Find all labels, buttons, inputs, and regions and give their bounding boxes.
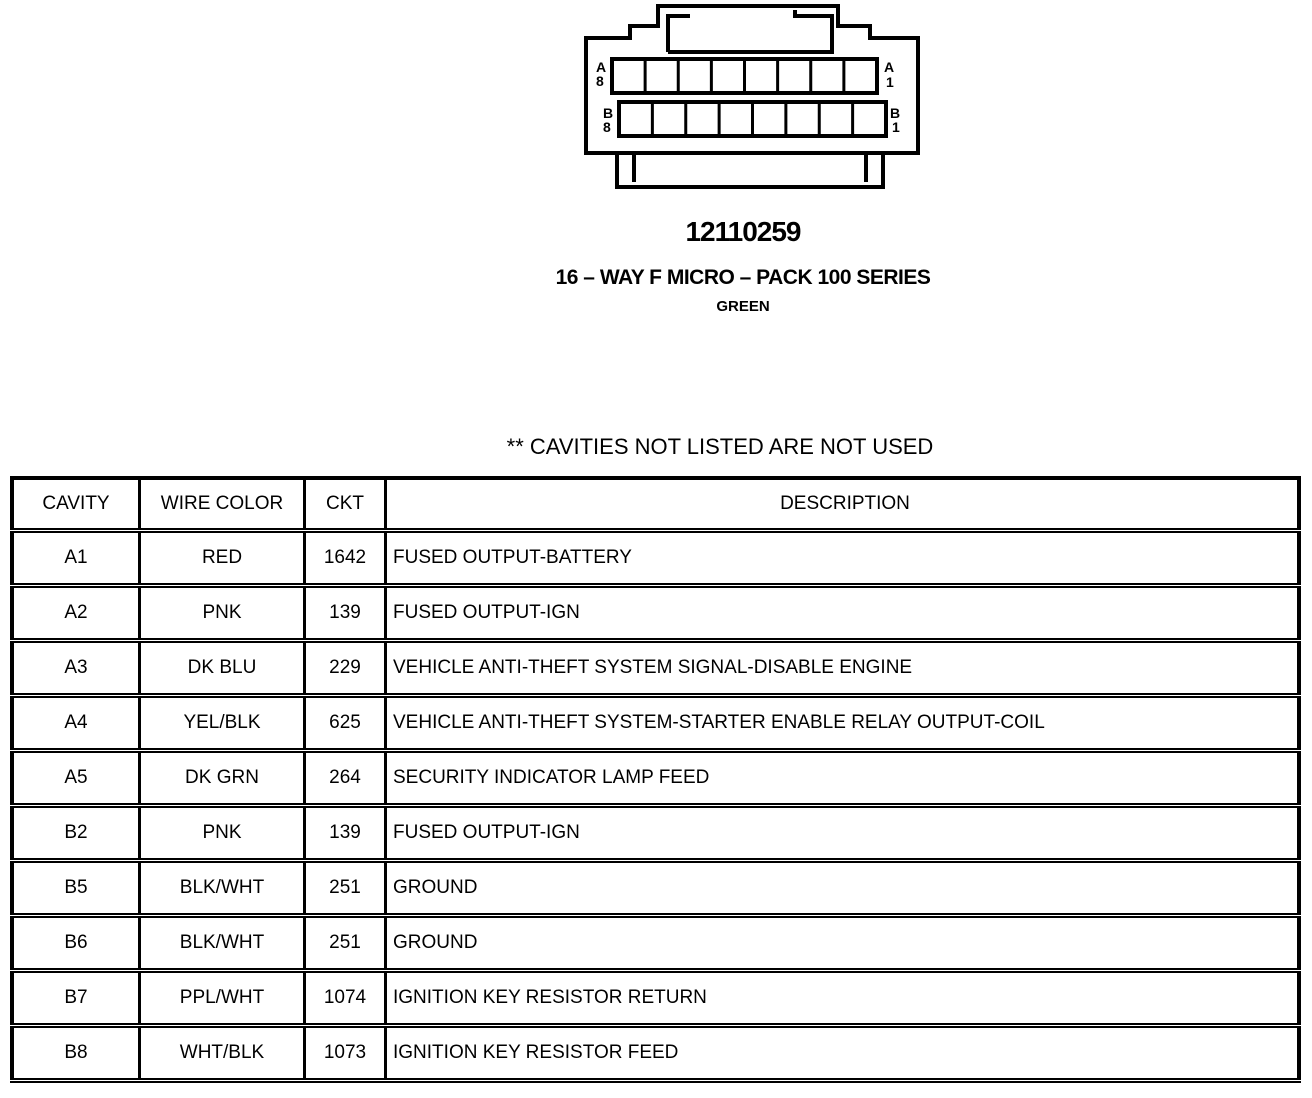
ckt-cell: 1073: [305, 1026, 386, 1081]
cavity-cell: A4: [12, 696, 140, 751]
description-cell: FUSED OUTPUT-BATTERY: [386, 531, 1300, 586]
part-number: 12110259: [685, 216, 801, 247]
description-cell: IGNITION KEY RESISTOR FEED: [386, 1026, 1300, 1081]
connector-color: GREEN: [716, 298, 770, 315]
cavity-cell: B8: [12, 1026, 140, 1081]
wire-color-cell: DK GRN: [140, 751, 305, 806]
table-row: [12, 861, 1299, 916]
cavity-cell: B5: [12, 861, 140, 916]
row-b-right-letter: B: [890, 105, 901, 121]
wire-color-cell: PPL/WHT: [140, 971, 305, 1026]
cavity-cell: B7: [12, 971, 140, 1026]
header-wire-color: WIRE COLOR: [140, 478, 305, 531]
wire-color-cell: PNK: [140, 586, 305, 641]
ckt-cell: 251: [305, 916, 386, 971]
row-a-right-letter: A: [884, 59, 895, 75]
description-cell: FUSED OUTPUT-IGN: [386, 806, 1300, 861]
row-b-left-number: 8: [603, 119, 611, 135]
wire-color-cell: PNK: [140, 806, 305, 861]
row-b-left-letter: B: [603, 105, 614, 121]
cavity-cell: A5: [12, 751, 140, 806]
row-a-left-letter: A: [596, 59, 607, 75]
description-cell: GROUND: [386, 916, 1300, 971]
cavities-note: ** CAVITIES NOT LISTED ARE NOT USED: [506, 434, 934, 459]
connector-legs: [617, 153, 883, 187]
table-row: [12, 531, 1299, 586]
row-a-right-number: 1: [886, 74, 894, 90]
wire-color-cell: WHT/BLK: [140, 1026, 305, 1081]
cavity-cell: B6: [12, 916, 140, 971]
row-a-left-number: 8: [596, 73, 604, 89]
table-header-row: [12, 478, 1299, 531]
table-row: [12, 586, 1299, 641]
table-row: [12, 1026, 1299, 1081]
connector-latch: [668, 10, 832, 52]
description-cell: IGNITION KEY RESISTOR RETURN: [386, 971, 1300, 1026]
ckt-cell: 264: [305, 751, 386, 806]
table-row: [12, 751, 1299, 806]
ckt-cell: 139: [305, 586, 386, 641]
cavity-cell: A3: [12, 641, 140, 696]
pinout-table: [10, 476, 1301, 1083]
description-cell: VEHICLE ANTI-THEFT SYSTEM SIGNAL-DISABLE ENGINE: [386, 641, 1300, 696]
wire-color-cell: RED: [140, 531, 305, 586]
ckt-cell: 1642: [305, 531, 386, 586]
wire-color-cell: BLK/WHT: [140, 861, 305, 916]
ckt-cell: 139: [305, 806, 386, 861]
description-cell: VEHICLE ANTI-THEFT SYSTEM-STARTER ENABLE RELAY OUTPUT-COIL: [386, 696, 1300, 751]
table-row: [12, 641, 1299, 696]
ckt-cell: 251: [305, 861, 386, 916]
ckt-cell: 229: [305, 641, 386, 696]
wire-color-cell: YEL/BLK: [140, 696, 305, 751]
wire-color-cell: BLK/WHT: [140, 916, 305, 971]
ckt-cell: 625: [305, 696, 386, 751]
cavity-cell: B2: [12, 806, 140, 861]
cavity-cell: A2: [12, 586, 140, 641]
description-cell: GROUND: [386, 861, 1300, 916]
cavity-cell: A1: [12, 531, 140, 586]
ckt-cell: 1074: [305, 971, 386, 1026]
table-row: [12, 806, 1299, 861]
row-b-right-number: 1: [892, 119, 900, 135]
connector-series: 16 – WAY F MICRO – PACK 100 SERIES: [555, 266, 931, 289]
description-cell: FUSED OUTPUT-IGN: [386, 586, 1300, 641]
description-cell: SECURITY INDICATOR LAMP FEED: [386, 751, 1300, 806]
header-cavity: CAVITY: [12, 478, 140, 531]
table-row: [12, 696, 1299, 751]
table-row: [12, 971, 1299, 1026]
table-row: [12, 916, 1299, 971]
header-ckt: CKT: [305, 478, 386, 531]
connector-diagram: [0, 0, 1312, 200]
wire-color-cell: DK BLU: [140, 641, 305, 696]
header-description: DESCRIPTION: [386, 478, 1300, 531]
